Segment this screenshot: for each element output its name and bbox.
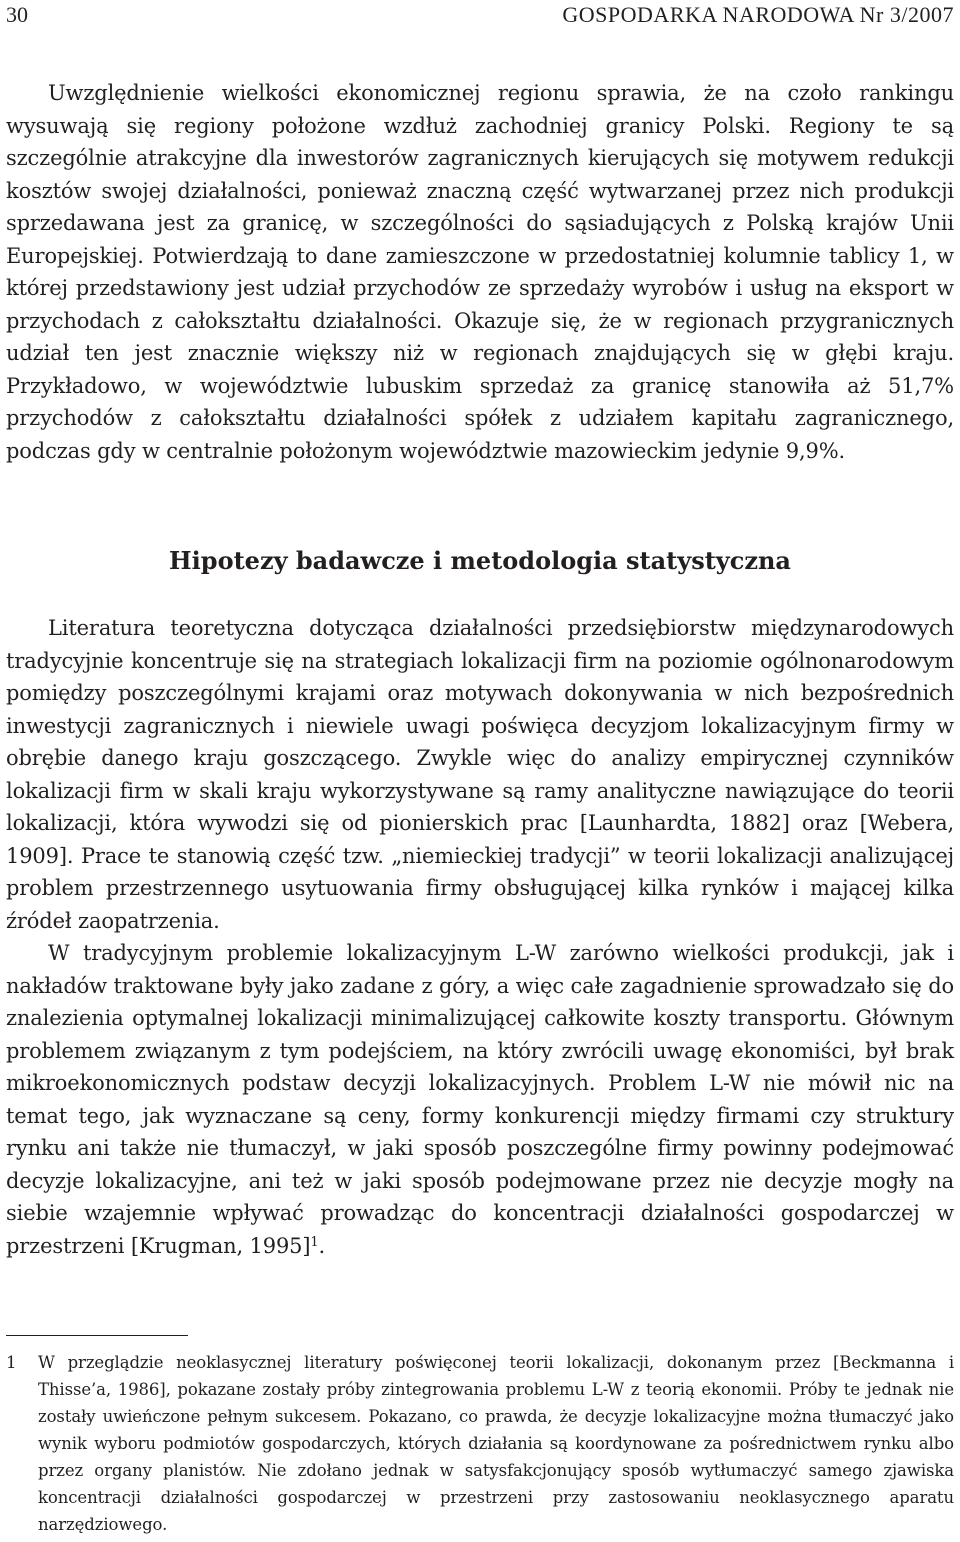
footnote bbox=[6, 1349, 954, 1538]
section-paragraph-1: Literatura teoretyczna dotycząca działalności przedsiębiorstw międzynarodowych tradycyjnie koncentruje się na strategiach lokalizacji firm na poziomie ogólnonarodowym pomiędzy poszczególnymi krajami oraz motywach dokonywania w nich bezpośrednich inwestycji zagranicznych i niewiele uwagi poświęca decyzjom lokalizacyjnym firmy w obrębie danego kraju goszczącego. Zwykle więc do analizy empirycznej czynników lokalizacji firm w skali kraju wykorzystywane są ramy analityczne nawiązujące do teorii lokalizacji, która wywodzi się od pionierskich prac [Launhardta, 1882] oraz [Webera, 1909]. Prace te stanowią część tzw. „niemieckiej tradycji” w teorii lokalizacji analizującej problem przestrzennego usytuowania firmy obsługującej kilka rynków i mającej kilka źródeł zaopatrzenia. bbox=[6, 616, 954, 933]
intro-section bbox=[6, 77, 954, 467]
section-body bbox=[6, 612, 954, 1262]
footnote-number: 1 bbox=[6, 1353, 17, 1372]
section-paragraph-2 bbox=[6, 937, 954, 1262]
section-paragraph-2-end: . bbox=[318, 1233, 326, 1258]
footnote-text: W przeglądzie neoklasycznej literatury poświęconej teorii lokalizacji, dokonanym przez [Beckmanna i Thisse’a, 1986], pokazane zostały próby zintegrowania problemu L-W z teorią ekonomii. Próby te jednak nie zostały uwieńczone pełnym sukcesem. Pokazano, co prawda, że decyzje lokalizacyjne można tłumaczyć jako wynik wyboru podmiotów gospodarczych, których działania są koordynowane za pośrednictwem rynku albo przez organy planistów. Nie zdołano jednak w satysfakcjonujący sposób wytłumaczyć samego zjawiska koncentracji działalności gospodarczej w przestrzeni przy zastosowaniu neoklasycznego aparatu narzędziowego. bbox=[38, 1353, 954, 1534]
footnote-reference[interactable]: 1 bbox=[310, 1234, 319, 1250]
footnote-divider bbox=[6, 1335, 188, 1336]
journal-title: GOSPODARKA NARODOWA Nr 3/2007 bbox=[562, 2, 954, 27]
intro-paragraph: Uwzględnienie wielkości ekonomicznej regionu sprawia, że na czoło rankingu wysuwają się regiony położone wzdłuż zachodniej granicy Polski. Regiony te są szczególnie atrakcyjne dla inwestorów zagranicznych kierujących się motywem redukcji kosztów swojej działalności, ponieważ znaczną część wytwarzanej przez nich produkcji sprzedawana jest za granicę, w szczególności do sąsiadujących z Polską krajów Unii Europejskiej. Potwierdzają to dane zamieszczone w przedostatniej kolumnie tablicy 1, w której przedstawiony jest udział przychodów ze sprzedaży wyrobów i usług na eksport w przychodach z całokształtu działalności. Okazuje się, że w regionach przygranicznych udział ten jest znacznie większy niż w regionach znajdujących się w głębi kraju. Przykładowo, w województwie lubuskim sprzedaż za granicę stanowiła aż 51,7% przychodów z całokształtu działalności spółek z udziałem kapitału zagranicznego, podczas gdy w centralnie położonym województwie mazowieckim jedynie 9,9%. bbox=[6, 81, 954, 463]
page-number: 30 bbox=[6, 2, 28, 27]
section-heading: Hipotezy badawcze i metodologia statystyczna bbox=[169, 546, 791, 575]
section-paragraph-2-text: W tradycyjnym problemie lokalizacyjnym L-W zarówno wielkości produkcji, jak i nakładów traktowane były jako zadane z góry, a więc całe zagadnienie sprowadzało się do znalezienia optymalnej lokalizacji minimalizującej całkowite koszty transportu. Głównym problemem związanym z tym podejściem, na który zwrócili uwagę ekonomiści, był brak mikroekonomicznych podstaw decyzji lokalizacyjnych. Problem L-W nie mówił nic na temat tego, jak wyznaczane są ceny, formy konkurencji między firmami czy struktury rynku ani także nie tłumaczył, w jaki sposób poszczególne firmy powinny podejmować decyzje lokalizacyjne, ani też w jaki sposób podejmowane przez nie decyzje mogły na siebie wzajemnie wpływać prowadząc do koncentracji działalności gospodarczej w przestrzeni [Krugman, 1995] bbox=[6, 941, 954, 1258]
running-header bbox=[6, 0, 954, 30]
